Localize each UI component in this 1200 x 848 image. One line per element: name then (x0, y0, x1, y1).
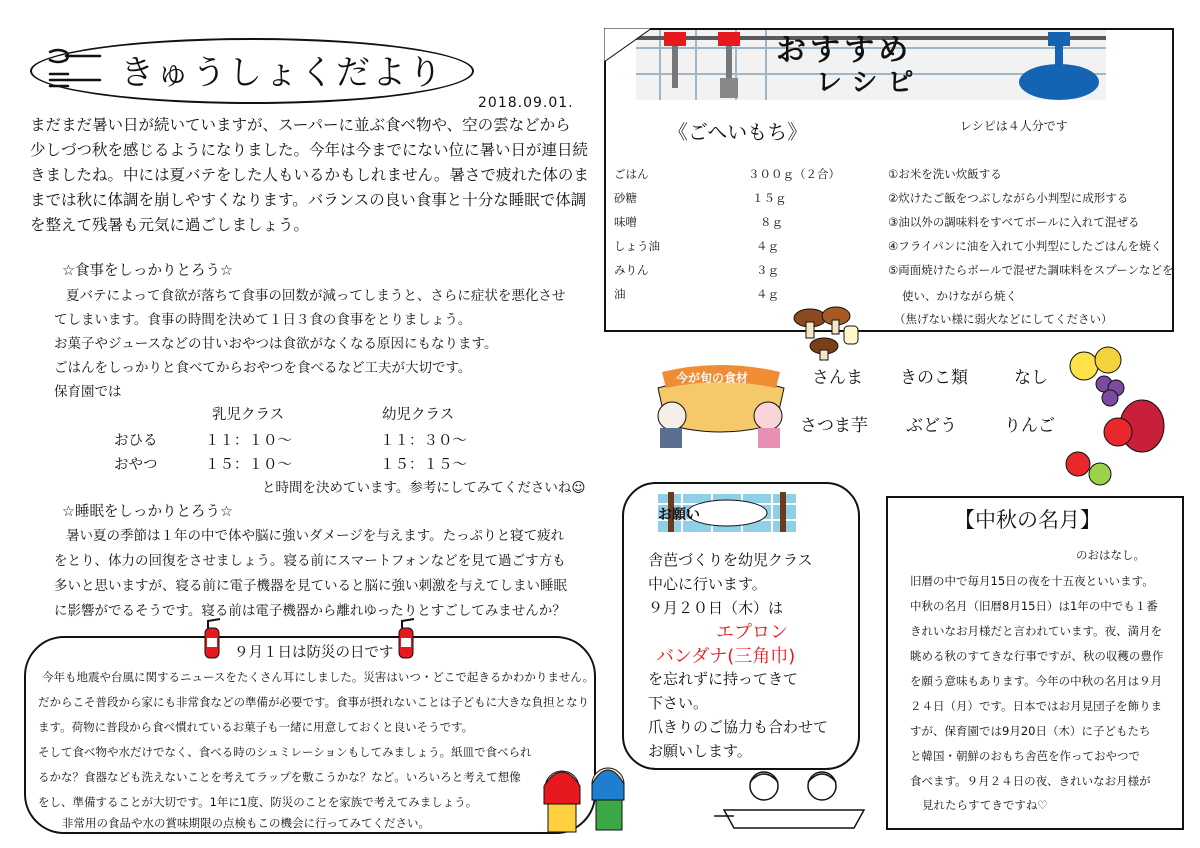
schedule-note: と時間を決めています。参考にしてみてくださいね☺ (262, 480, 586, 496)
meal-line: ごはんをしっかりと食べてからおやつを食べるなど工夫が大切です。 (54, 360, 472, 376)
harvest-moon-line: 食べます。９月２４日の夜、きれいなお月様が (910, 774, 1151, 788)
ingredient-name: ごはん (614, 167, 649, 181)
seasonal-food: なし (1014, 368, 1048, 388)
ingredient-name: みりん (614, 263, 649, 277)
harvest-moon-subtitle: のおはなし。 (1076, 548, 1145, 562)
recipe-step: （焦げない様に弱火などにしてください） (894, 312, 1113, 326)
schedule-time: １１：１０～ (205, 433, 292, 449)
sleep-line: に影響がでるそうです。寝る前は電子機器から離れゆったりとすごしてみませんか？ (54, 603, 566, 619)
harvest-moon-line: ２４日（月）です。日本ではお月見団子を飾りま (910, 699, 1163, 713)
sleep-line: をとり、体力の回復をさせましょう。寝る前にスマートフォンなどを見て過ごす方も (54, 553, 566, 569)
mushrooms-illustration (792, 304, 862, 362)
sleep-heading: ☆睡眠をしっかりとろう☆ (62, 504, 233, 520)
ingredient-amount: ３００ｇ（２合） (748, 167, 840, 181)
recipe-step: ⑤両面焼けたらボールで混ぜた調味料をスプーンなどを (888, 263, 1174, 277)
disaster-line: るかな？食器なども洗えないことを考えてラップを敷こうかな？など。いろいろと考えて想像 (38, 770, 521, 784)
schedule-col-infant: 乳児クラス (212, 407, 285, 423)
intro-line: きましたね。中には夏バテをした人もいるかもしれません。暑さで疲れた体のま (30, 166, 589, 184)
fruits-illustration (1060, 340, 1190, 500)
issue-date: 2018.09.01. (478, 95, 574, 111)
recipe-servings: レシピは４人分です (960, 119, 1068, 133)
ingredient-name: しょう油 (614, 239, 660, 253)
disaster-line: ます。荷物に普段から食べ慣れているお菓子も一緒に用意しておくと良いそうです。 (38, 720, 474, 734)
request-item-apron: エプロン (716, 622, 788, 643)
request-line: 舎芭づくりを幼児クラス (648, 551, 813, 569)
disaster-line: そして食べ物や水だけでなく、食べる時のシュミレーションもしてみましょう。紙皿で食べられ (38, 745, 532, 759)
intro-line: までは秋に体調を崩しやすくなります。バランスの良い食事と十分な睡眠で体調 (30, 191, 587, 209)
recipe-name: 《ごへいもち》 (668, 120, 808, 144)
harvest-moon-line: すが、保育園では9月20日（木）に子どもたち (910, 724, 1151, 738)
recipe-step: ③油以外の調味料をすべてボールに入れて混ぜる (888, 215, 1140, 229)
disaster-line: 今年も地震や台風に関するニュースをたくさん耳にしました。災害はいつ・どこで起きるかわかりません。 (42, 670, 595, 684)
meal-heading: ☆食事をしっかりとろう☆ (62, 263, 233, 279)
sleep-line: 多いと思いますが、寝る前に電子機器を見ていると脳に強い刺激を与えてしまい睡眠 (54, 578, 567, 594)
fork-spoon-icon (40, 44, 110, 94)
request-line: ９月２０日（木）は (648, 599, 784, 617)
request-item-bandana: バンダナ(三角巾) (656, 646, 796, 667)
harvest-moon-line: 眺める秋のすてきな行事ですが、秋の収穫の豊作 (910, 649, 1164, 663)
request-line: を忘れずに持ってきて (648, 670, 799, 688)
ingredient-name: 油 (614, 287, 626, 301)
schedule-time: １５：１０～ (205, 457, 292, 473)
recipe-title-line1: おすすめ (776, 33, 913, 68)
recipe-step: ①お米を洗い炊飯する (888, 167, 1002, 181)
ingredient-amount: ３ｇ (756, 263, 779, 277)
disaster-line: をし、準備することが大切です。1年に1度、防災のことを家族で考えてみましょう。 (38, 795, 478, 809)
schedule-row-label: おやつ (114, 457, 158, 473)
sleep-line: 暑い夏の季節は１年の中で体や脳に強いダメージを与えます。たっぷりと寝て疲れ (66, 528, 565, 544)
newsletter-title: きゅうしょくだより (120, 53, 444, 93)
seasonal-food: ぶどう (906, 416, 957, 436)
seasonal-food: りんご (1004, 416, 1055, 436)
harvest-moon-line: 旧暦の中で毎月15日の夜を十五夜といいます。 (910, 574, 1154, 588)
request-line: 中心に行います。 (648, 575, 767, 593)
disaster-day-heading: ９月１日は防災の日です (234, 645, 394, 661)
harvest-moon-line: 見れたらすてきですね♡ (922, 798, 1048, 812)
harvest-moon-line: を願う意味もあります。今年の中秋の名月は９月 (910, 674, 1163, 688)
schedule-row-label: おひる (114, 433, 158, 449)
intro-line: まだまだ暑い日が続いていますが、スーパーに並ぶ食べ物や、空の雲などから (30, 116, 571, 134)
harvest-moon-line: きれいなお月様だと言われています。夜、満月を (910, 624, 1163, 638)
meal-line: お菓子やジュースなどの甘いおやつは食欲がなくなる原因にもなります。 (54, 336, 498, 352)
schedule-col-toddler: 幼児クラス (382, 407, 455, 423)
ingredient-amount: １５ｇ (752, 191, 787, 205)
recipe-step: ④フライパンに油を入れて小判型にしたごはんを焼く (888, 239, 1163, 253)
request-line: 爪きりのご協力も合わせて (648, 718, 829, 736)
cooking-kids-illustration (704, 766, 884, 832)
harvest-moon-line: と韓国・朝鮮のおもち舎芭を作っておやつで (910, 749, 1140, 763)
harvest-moon-line: 中秋の名月（旧暦8月15日）は1年の中でも１番 (910, 599, 1158, 613)
ingredient-name: 味噌 (614, 215, 637, 229)
harvest-moon-title: 【中秋の名月】 (954, 508, 1101, 532)
ingredient-amount: ８ｇ (760, 215, 783, 229)
seasonal-sign-label: 今が旬の食材 (676, 371, 749, 385)
request-line: 下さい。 (648, 694, 709, 712)
disaster-line: だからこそ普段から家にも非常食などの準備が必要です。食事が摂れないことは子どもに大きな負担となり (38, 695, 590, 709)
meal-line: 夏バテによって食欲が落ちて食事の回数が減ってしまうと、さらに症状を悪化させ (66, 288, 566, 304)
fire-extinguisher-icon (392, 616, 420, 660)
ingredient-name: 砂糖 (614, 191, 637, 205)
intro-line: を整えて残暑も元気に過ごしましょう。 (30, 216, 310, 234)
meal-line: 保育園では (54, 384, 122, 400)
recipe-title-line2: レシピ (816, 68, 924, 98)
seasonal-food: さんま (812, 368, 863, 388)
meal-line: てしまいます。食事の時間を決めて１日３食の食事をとりましょう。 (54, 312, 472, 328)
seasonal-food: さつま芋 (800, 416, 868, 436)
request-line: お願いします。 (648, 742, 752, 760)
ingredient-amount: ４ｇ (756, 239, 779, 253)
fire-extinguisher-icon (198, 616, 226, 660)
ingredient-amount: ４ｇ (756, 287, 779, 301)
recipe-step: ②炊けたご飯をつぶしながら小判型に成形する (888, 191, 1129, 205)
disaster-line: 非常用の食品や水の賞味期限の点検もこの機会に行ってみてください。 (62, 816, 430, 830)
children-illustration (534, 758, 644, 838)
schedule-time: １１：３０～ (380, 433, 467, 449)
schedule-time: １５：１５～ (380, 457, 467, 473)
recipe-step: 使い、かけながら焼く (902, 289, 1017, 303)
request-badge-label: お願い (658, 507, 700, 523)
intro-line: 少しづつ秋を感じるようになりました。今年は今までにない位に暑い日が連日続 (30, 141, 589, 159)
seasonal-food: きのこ類 (900, 368, 968, 388)
dog-ear-corner (604, 28, 652, 62)
